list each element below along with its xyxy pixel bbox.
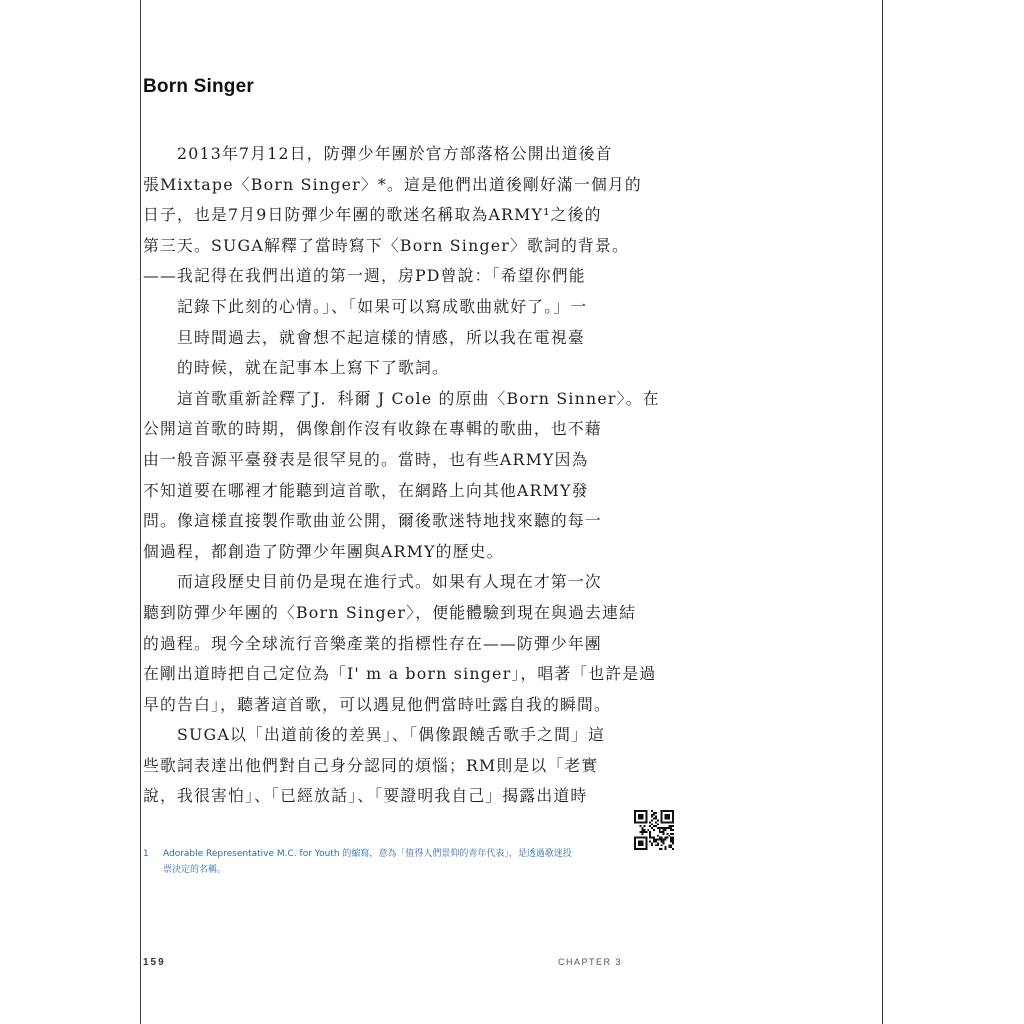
body-line: 這首歌重新詮釋了J．科爾 J Cole 的原曲〈Born Sinner〉。在 [143, 388, 660, 408]
body-line: 的過程。現今全球流行音樂產業的指標性存在——防彈少年團 [143, 633, 602, 653]
body-line: 在剛出道時把自己定位為「I' m a born singer」，唱著「也許是過 [143, 664, 657, 684]
qr-code-icon [634, 810, 674, 854]
body-line: 不知道要在哪裡才能聽到這首歌，在網路上向其他ARMY發 [143, 480, 589, 500]
body-line: 聽到防彈少年團的〈Born Singer〉，便能體驗到現在與過去連結 [143, 602, 637, 622]
body-line: 說，我很害怕」、「已經放話」、「要證明我自己」揭露出道時 [143, 786, 588, 806]
page-number: 159 [143, 957, 166, 968]
body-line: SUGA以「出道前後的差異」、「偶像跟饒舌歌手之間」這 [143, 725, 606, 745]
body-line: 早的告白」，聽著這首歌，可以遇見他們當時吐露自我的瞬間。 [143, 694, 612, 714]
body-line: 2013年7月12日，防彈少年團於官方部落格公開出道後首 [143, 144, 613, 163]
footnote-number: 1 [143, 849, 149, 859]
body-line: 旦時間過去，就會想不起這樣的情感，所以我在電視臺 [143, 327, 585, 347]
body-line: 些歌詞表達出他們對自己身分認同的煩惱；RM則是以「老實 [143, 755, 599, 775]
body-line: ——我記得在我們出道的第一週，房PD曾說：「希望你們能 [143, 266, 586, 286]
section-title: Born Singer [143, 76, 254, 97]
body-line: 第三天。SUGA解釋了當時寫下〈Born Singer〉歌詞的背景。 [143, 235, 630, 255]
body-line: 問。像這樣直接製作歌曲並公開，爾後歌迷特地找來聽的每一 [143, 511, 602, 531]
footnote-line: Adorable Representative M.C. for Youth 的縮寫，意為「值得人們景仰的青年代表」，是透過歌迷投 [163, 849, 572, 859]
chapter-label: CHAPTER 3 [558, 957, 623, 967]
body-text [143, 139, 660, 812]
body-line: 張Mixtape〈Born Singer〉*。這是他們出道後剛好滿一個月的 [143, 174, 642, 194]
body-line: 記錄下此刻的心情。」、「如果可以寫成歌曲就好了。」一 [143, 296, 588, 316]
body-line: 日子，也是7月9日防彈少年團的歌迷名稱取為ARMY¹之後的 [143, 205, 602, 225]
body-line: 而這段歷史目前仍是現在進行式。如果有人現在才第一次 [143, 572, 602, 592]
body-line: 由一般音源平臺發表是很罕見的。當時，也有些ARMY因為 [143, 449, 589, 469]
footnote [143, 846, 613, 878]
body-line: 的時候，就在記事本上寫下了歌詞。 [143, 358, 449, 378]
footnote-line: 票決定的名稱。 [163, 865, 227, 875]
body-line: 公開這首歌的時期，偶像創作沒有收錄在專輯的歌曲，也不藉 [143, 419, 602, 439]
body-line: 個過程，都創造了防彈少年團與ARMY的歷史。 [143, 541, 504, 561]
